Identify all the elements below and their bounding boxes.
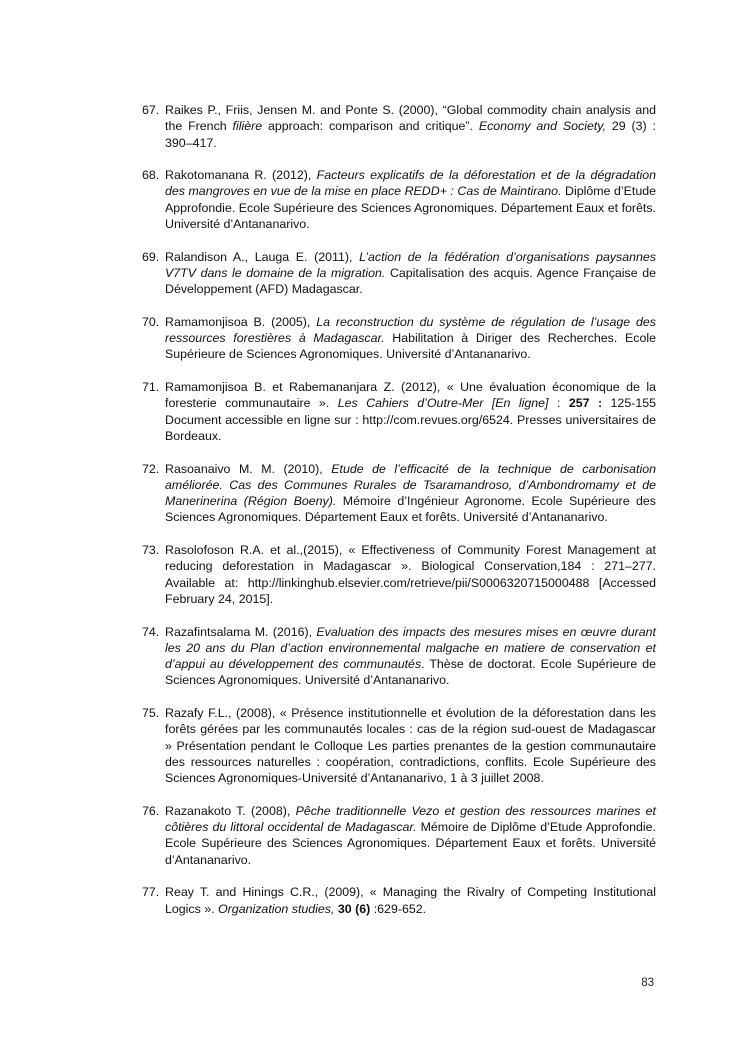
reference-segment: Mémoire d’Ingénieur Agronome. Ecole Supérieure des Sciences Agronomiques. Département Eaux et forêts. Université d’Antananarivo. bbox=[165, 494, 657, 525]
reference-number: 76. bbox=[142, 803, 160, 818]
reference-volume: 257 : bbox=[568, 396, 603, 411]
reference-segment: Razanakoto T. (2008), bbox=[165, 803, 296, 818]
reference-item bbox=[142, 705, 656, 786]
reference-segment: Mémoire de Diplôme d’Etude Approfondie. Ecole Supérieure des Sciences Agronomiques. Département Eaux et forêts. Université d’Antananarivo. bbox=[165, 820, 656, 867]
reference-segment: Capitalisation des acquis. Agence Française de Développement (AFD) Madagascar. bbox=[165, 265, 656, 297]
page-number: 83 bbox=[641, 977, 654, 989]
reference-item bbox=[142, 624, 656, 689]
reference-segment: 125-155 Document accessible en ligne sur : http://com.revues.org/6524. Presses universitaires de Bordeaux. bbox=[165, 396, 657, 443]
reference-number: 72. bbox=[142, 461, 160, 476]
reference-number: 70. bbox=[142, 314, 160, 329]
reference-segment: . Thèse de doctorat. Ecole Supérieure de Sciences Agronomiques. Université d’Antananarivo. bbox=[165, 657, 657, 688]
reference-item bbox=[142, 461, 656, 526]
reference-item bbox=[142, 249, 656, 298]
reference-volume: 30 (6) bbox=[337, 901, 371, 916]
reference-segment: 29 (3) : 390–417. bbox=[165, 119, 656, 150]
reference-number: 68. bbox=[142, 168, 160, 183]
reference-item bbox=[142, 379, 656, 444]
reference-segment: : bbox=[548, 396, 569, 411]
reference-number: 77. bbox=[142, 885, 160, 900]
reference-title: Evaluation des impacts des mesures mises en œuvre durant les 20 ans du Plan d’action environnemental malgache en matiere de conservation et d’appui au développement des communautés bbox=[165, 624, 656, 672]
reference-item bbox=[142, 102, 656, 151]
reference-title: Les Cahiers d’Outre-Mer [En ligne] bbox=[337, 396, 549, 411]
reference-item bbox=[142, 884, 656, 917]
reference-number: 69. bbox=[142, 249, 160, 264]
reference-title: L’action de la fédération d’organisations paysannes V7TV dans le domaine de la migration. bbox=[165, 249, 656, 280]
reference-text bbox=[165, 804, 656, 867]
reference-title: Organization studies, bbox=[218, 901, 335, 916]
reference-number: 67. bbox=[142, 103, 160, 117]
reference-segment: approach: comparison and critique”. bbox=[262, 119, 479, 134]
reference-list bbox=[142, 102, 656, 933]
reference-segment: Ralandison A., Lauga E. (2011), bbox=[165, 249, 360, 264]
reference-text bbox=[165, 543, 656, 606]
reference-number: 71. bbox=[142, 380, 160, 395]
reference-number: 75. bbox=[142, 705, 160, 720]
reference-segment: Razafy F.L., (2008), « Présence institutionnelle et évolution de la déforestation dans les forêts gérées par les communautés locales : cas de la région sud-ouest de Madagascar » Présentation pendant le Colloque Les parties prenantes de la gestion communautaire des ressources naturelles : coopération, contradictions, conflits. Ecole Supérieure des Sciences Agronomiques-Université d’Antananarivo, 1 à 3 juillet 2008. bbox=[165, 705, 656, 786]
reference-text bbox=[165, 250, 656, 297]
reference-text bbox=[165, 168, 656, 231]
reference-item bbox=[142, 167, 656, 232]
reference-title: filière bbox=[232, 119, 263, 134]
reference-title: Etude de l’efficacité de la technique de carbonisation améliorée. Cas des Communes Rurales de Tsaramandroso, d’Ambondromamy et de Manerinerina (Région Boeny). bbox=[165, 461, 656, 509]
reference-segment: Diplôme d’Etude Approfondie. Ecole Supérieure des Sciences Agronomiques. Département Eaux et forêts. Université d’Antananarivo. bbox=[165, 184, 657, 232]
reference-segment: Rasolofoson R.A. et al.,(2015), « Effectiveness of Community Forest Management at reducing deforestation in Madagascar ». Biological Conservation,184 : 271–277. Available at: http://linkinghub.elsevier.com/retrieve/pii/S0006320715000488 [Accessed February 24, 2015]. bbox=[165, 543, 656, 606]
reference-item bbox=[142, 542, 656, 607]
reference-item bbox=[142, 803, 656, 868]
reference-segment: Habilitation à Diriger des Recherches. Ecole Supérieure de Sciences Agronomiques. Université d’Antananarivo. bbox=[165, 331, 656, 362]
reference-title: Facteurs explicatifs de la déforestation et de la dégradation des mangroves en vue de la mise en place REDD+ : Cas de Maintirano. bbox=[165, 168, 656, 199]
reference-segment: Rasoanaivo M. M. (2010), bbox=[165, 461, 332, 476]
reference-text bbox=[165, 315, 656, 362]
reference-text bbox=[165, 103, 656, 150]
reference-segment: :629-652. bbox=[370, 901, 427, 916]
reference-title: Pêche traditionnelle Vezo et gestion des ressources marines et côtières du littoral occidental de Madagascar. bbox=[165, 803, 656, 835]
reference-text bbox=[165, 706, 656, 785]
reference-segment: Reay T. and Hinings C.R., (2009), « Managing the Rivalry of Competing Institutional Logics ». bbox=[165, 885, 656, 916]
reference-text bbox=[165, 885, 656, 915]
reference-number: 74. bbox=[142, 624, 160, 639]
reference-segment: Rakotomanana R. (2012), bbox=[165, 168, 317, 183]
reference-number: 73. bbox=[142, 543, 160, 558]
reference-segment: Ramamonjisoa B. et Rabemananjara Z. (2012), « Une évaluation économique de la foresterie communautaire ». bbox=[165, 380, 656, 411]
reference-text bbox=[165, 380, 656, 443]
reference-segment: Ramamonjisoa B. (2005), bbox=[165, 314, 317, 329]
reference-title: La reconstruction du système de régulation de l’usage des ressources forestières à Madagascar. bbox=[165, 314, 656, 346]
reference-segment: Razafintsalama M. (2016), bbox=[165, 624, 317, 639]
reference-text bbox=[165, 462, 656, 525]
reference-segment: Raikes P., Friis, Jensen M. and Ponte S. (2000), “Global commodity chain analysis and the French bbox=[165, 103, 656, 134]
reference-item bbox=[142, 314, 656, 363]
reference-text bbox=[165, 625, 656, 688]
reference-title: Economy and Society, bbox=[478, 119, 607, 134]
